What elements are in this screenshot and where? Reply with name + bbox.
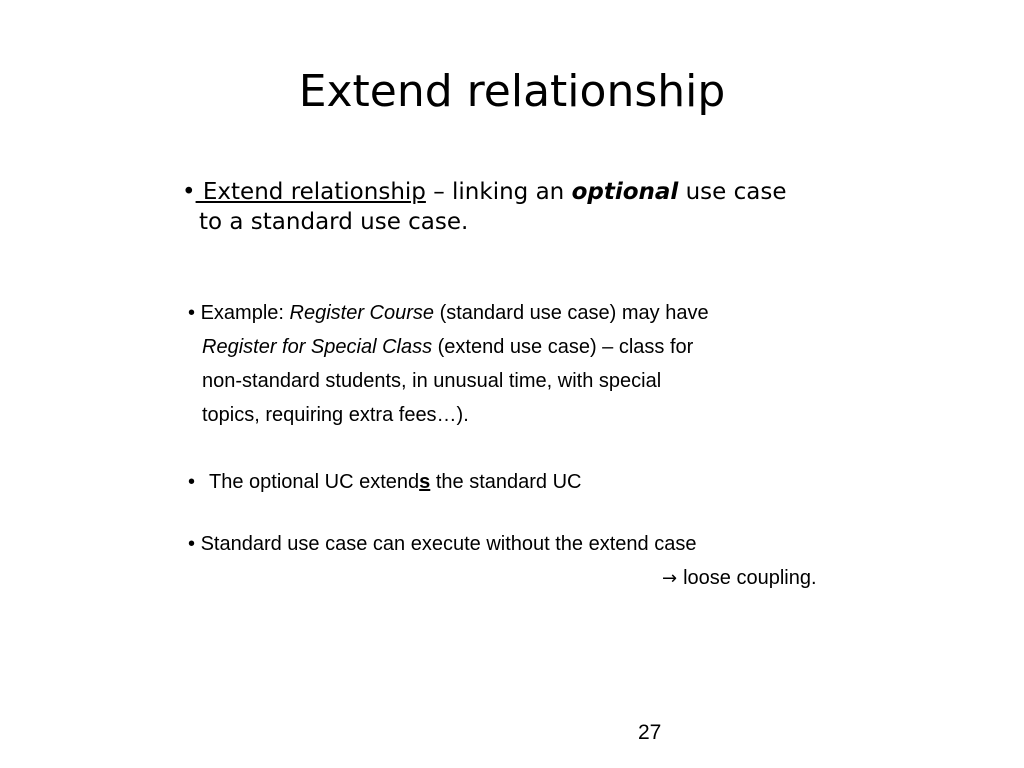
definition-line-2: to a standard use case. [199,209,469,235]
example-label: Example: [195,302,290,324]
extends-bullet [188,465,828,499]
right-arrow-icon: → [662,568,678,589]
loose-coupling-text: loose coupling. [683,567,817,589]
bullet-marker: • [182,179,196,205]
extend-relationship-term: Extend relationship [195,179,426,205]
standard-text: Standard use case can execute without the extend case [195,533,697,555]
bullet-marker: • [188,302,196,324]
coupling-line [188,561,868,596]
register-course-term: Register Course [289,302,435,324]
example-text: (standard use case) may have [434,302,709,324]
slide-title: Extend relationship [298,66,726,117]
example-line-2 [188,330,828,364]
special-class-term: Register for Special Class [202,336,433,358]
extends-text-tail: the standard UC [430,471,582,493]
definition-bullet [182,177,882,237]
bullet-marker: • [188,471,196,493]
example-line-3: non-standard students, in unusual time, with special [202,370,662,392]
optional-emphasis: optional [571,179,679,205]
standard-bullet [188,527,868,596]
bullet-marker: • [188,533,196,555]
example-text-2: (extend use case) – class for [432,336,694,358]
page-number: 27 [638,721,662,744]
definition-text: – linking an [425,179,572,205]
example-bullet [188,296,828,432]
definition-text-tail: use case [678,179,787,205]
extends-text: The optional UC extend [209,471,420,493]
extends-s-emphasis: s [419,471,431,493]
example-line-4: topics, requiring extra fees…). [202,404,469,426]
